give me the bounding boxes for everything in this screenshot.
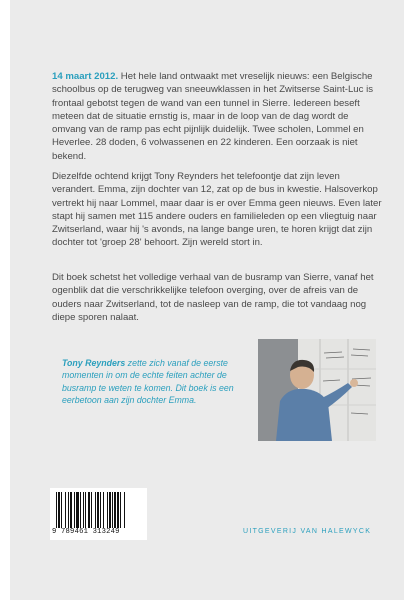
summary-paragraph: Dit boek schetst het volledige verhaal van de busramp van Sierre, vanaf het ogenblik dat die verschrikkelijke telefoon overging, over de afreis van de ouders naar Zwitserland, tot de nasleep van de ramp, die tot vandaag nog diepe sporen nalaat. <box>52 272 374 323</box>
barcode-bar <box>91 492 92 528</box>
barcode <box>50 488 147 540</box>
barcode-bar <box>120 492 121 528</box>
barcode-bar <box>65 492 66 528</box>
author-photo-illustration <box>258 339 376 441</box>
isbn-number: 9 789461 313249 <box>52 528 120 536</box>
book-back-cover <box>10 0 404 600</box>
barcode-bar <box>68 492 69 528</box>
barcode-bar <box>76 492 79 528</box>
author-caption <box>62 357 250 407</box>
barcode-bar <box>107 492 108 528</box>
author-name: Tony Reynders <box>62 358 126 368</box>
intro-paragraph <box>52 70 382 163</box>
barcode-bar <box>83 492 84 528</box>
barcode-bar <box>85 492 86 528</box>
publisher-name: UITGEVERIJ VAN HALEWYCK <box>243 528 372 535</box>
barcode-bar <box>95 492 96 528</box>
story-paragraph: Diezelfde ochtend krijgt Tony Reynders het telefoontje dat zijn leven verandert. Emma, zijn dochter van 12, zat op de bus in kwestie. Halsoverkop vertrekt hij naar Lommel, maar daar is er over Emma geen nieuws. Even later stapt hij samen met 115 andere ouders en familieleden op een vliegtuig naar Zwitserland, waar hij 's avonds, na lange bange uren, te horen krijgt dat zijn dochter tot 'groep 28' behoort. Zijn wereld stort in. <box>52 171 382 249</box>
barcode-bar <box>56 492 57 528</box>
barcode-bar <box>97 492 99 528</box>
barcode-bar <box>114 492 116 528</box>
barcode-bar <box>109 492 111 528</box>
barcode-bar <box>112 492 113 528</box>
author-caption-text: zette zich vanaf de eerste momenten in om de echte feiten achter de busramp te weten te komen. Dit boek is een eerbetoon aan zijn dochter Emma. <box>62 358 234 406</box>
barcode-bar <box>70 492 72 528</box>
author-photo <box>258 339 376 441</box>
barcode-bar <box>74 492 75 528</box>
barcode-bar <box>61 492 62 528</box>
date-highlight: 14 maart 2012. <box>52 71 119 82</box>
barcode-bar <box>58 492 60 528</box>
barcode-bar <box>80 492 81 528</box>
barcode-bar <box>124 492 125 528</box>
barcode-bar <box>100 492 101 528</box>
barcode-bar <box>103 492 104 528</box>
intro-paragraph-text: Het hele land ontwaakt met vreselijk nieuws: een Belgische schoolbus op de terugweg van sneeuwklassen in het Zwitserse Saint-Luc is frontaal gebotst tegen de wand van een tunnel in Sierre. Iedereen beseft meteen dat de situatie ernstig is, maar in de loop van de dag wordt de omvang van de ramp pas echt pijnlijk duidelijk. Twee scholen, Lommel en Heverlee. 28 doden, 6 volwassenen en 22 kinderen. Een oorzaak is niet bekend. <box>52 71 374 162</box>
barcode-bar <box>117 492 119 528</box>
barcode-bar <box>88 492 90 528</box>
barcode-bars <box>56 492 142 528</box>
